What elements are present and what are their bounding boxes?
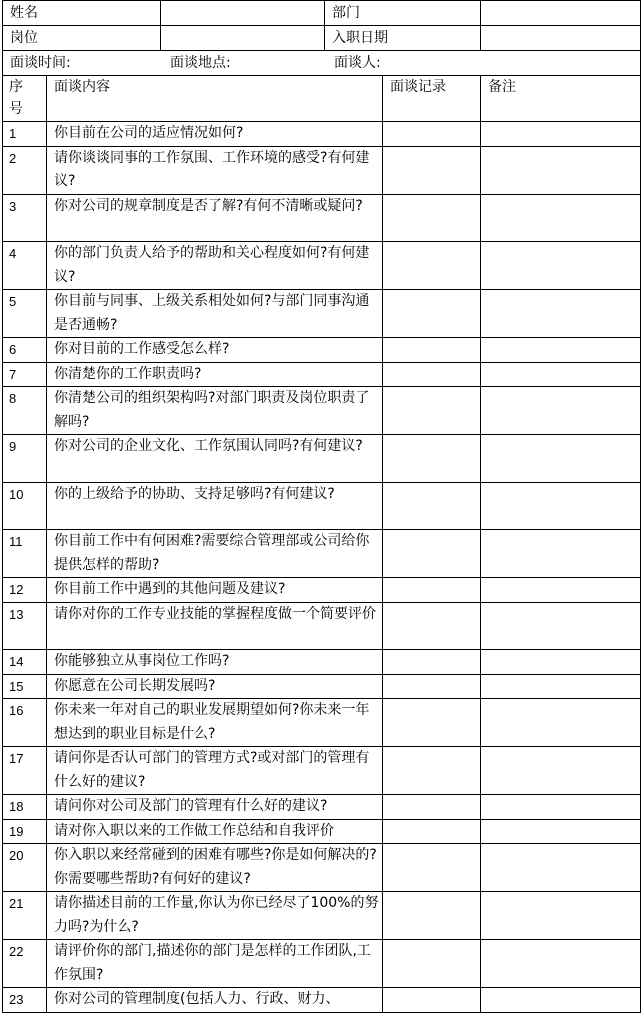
remark-cell[interactable] bbox=[481, 242, 641, 290]
question-text: 请你描述目前的工作量,你认为你已经尽了100%的努力吗?为什么? bbox=[47, 892, 383, 940]
remark-cell[interactable] bbox=[481, 602, 641, 650]
question-text: 你目前在公司的适应情况如何? bbox=[47, 122, 383, 147]
table-row bbox=[3, 290, 641, 338]
table-row bbox=[3, 362, 641, 387]
record-cell[interactable] bbox=[383, 122, 481, 147]
table-row bbox=[3, 795, 641, 820]
remark-cell[interactable] bbox=[481, 435, 641, 483]
row-number: 6 bbox=[3, 338, 47, 363]
record-cell[interactable] bbox=[383, 988, 481, 1013]
record-cell[interactable] bbox=[383, 194, 481, 242]
record-cell[interactable] bbox=[383, 602, 481, 650]
table-row bbox=[3, 387, 641, 435]
row-number: 5 bbox=[3, 290, 47, 338]
question-text: 你对公司的管理制度(包括人力、行政、财力、 bbox=[47, 988, 383, 1013]
remark-cell[interactable] bbox=[481, 795, 641, 820]
question-text: 你入职以来经常碰到的困难有哪些?你是如何解决的?你需要哪些帮助?有何好的建议? bbox=[47, 844, 383, 892]
row-number: 10 bbox=[3, 482, 47, 530]
record-cell[interactable] bbox=[383, 674, 481, 699]
interview-time-label: 面谈时间: bbox=[10, 55, 71, 71]
row-number: 4 bbox=[3, 242, 47, 290]
question-text: 请对你入职以来的工作做工作总结和自我评价 bbox=[47, 819, 383, 844]
remark-cell[interactable] bbox=[481, 290, 641, 338]
row-number: 23 bbox=[3, 988, 47, 1013]
remark-cell[interactable] bbox=[481, 844, 641, 892]
remark-cell[interactable] bbox=[481, 650, 641, 675]
remark-column-header: 备注 bbox=[481, 76, 641, 122]
remark-cell[interactable] bbox=[481, 674, 641, 699]
record-cell[interactable] bbox=[383, 747, 481, 795]
record-cell[interactable] bbox=[383, 699, 481, 747]
position-label: 岗位 bbox=[3, 26, 161, 51]
record-cell[interactable] bbox=[383, 940, 481, 988]
row-number: 11 bbox=[3, 530, 47, 578]
interview-meta-row bbox=[3, 51, 641, 76]
question-text: 你能够独立从事岗位工作吗? bbox=[47, 650, 383, 675]
table-row bbox=[3, 530, 641, 578]
row-number: 20 bbox=[3, 844, 47, 892]
question-text: 你的部门负责人给予的帮助和关心程度如何?有何建议? bbox=[47, 242, 383, 290]
remark-cell[interactable] bbox=[481, 747, 641, 795]
record-cell[interactable] bbox=[383, 387, 481, 435]
remark-cell[interactable] bbox=[481, 122, 641, 147]
question-text: 请问你对公司及部门的管理有什么好的建议? bbox=[47, 795, 383, 820]
table-row bbox=[3, 819, 641, 844]
remark-cell[interactable] bbox=[481, 988, 641, 1013]
row-number: 13 bbox=[3, 602, 47, 650]
table-row bbox=[3, 650, 641, 675]
record-cell[interactable] bbox=[383, 795, 481, 820]
table-row bbox=[3, 578, 641, 603]
interview-form-table bbox=[2, 0, 641, 1013]
row-number: 9 bbox=[3, 435, 47, 483]
table-row bbox=[3, 699, 641, 747]
table-row bbox=[3, 242, 641, 290]
table-row bbox=[3, 747, 641, 795]
row-number: 15 bbox=[3, 674, 47, 699]
row-number: 2 bbox=[3, 146, 47, 194]
remark-cell[interactable] bbox=[481, 338, 641, 363]
row-number: 16 bbox=[3, 699, 47, 747]
table-row bbox=[3, 892, 641, 940]
question-text: 请你对你的工作专业技能的掌握程度做一个简要评价 bbox=[47, 602, 383, 650]
question-text: 你目前与同事、上级关系相处如何?与部门同事沟通是否通畅? bbox=[47, 290, 383, 338]
row-number: 1 bbox=[3, 122, 47, 147]
remark-cell[interactable] bbox=[481, 194, 641, 242]
record-cell[interactable] bbox=[383, 578, 481, 603]
row-number: 8 bbox=[3, 387, 47, 435]
row-number: 17 bbox=[3, 747, 47, 795]
question-text: 你的上级给予的协助、支持足够吗?有何建议? bbox=[47, 482, 383, 530]
dept-field[interactable] bbox=[481, 1, 641, 26]
question-text: 你清楚你的工作职责吗? bbox=[47, 362, 383, 387]
name-label: 姓名 bbox=[3, 1, 161, 26]
remark-cell[interactable] bbox=[481, 530, 641, 578]
record-cell[interactable] bbox=[383, 338, 481, 363]
table-row bbox=[3, 338, 641, 363]
dept-label: 部门 bbox=[325, 1, 481, 26]
question-text: 请你谈谈同事的工作氛围、工作环境的感受?有何建议? bbox=[47, 146, 383, 194]
record-cell[interactable] bbox=[383, 362, 481, 387]
join-date-label: 入职日期 bbox=[325, 26, 481, 51]
table-row bbox=[3, 844, 641, 892]
table-row bbox=[3, 940, 641, 988]
table-row bbox=[3, 435, 641, 483]
table-row bbox=[3, 194, 641, 242]
question-text: 你愿意在公司长期发展吗? bbox=[47, 674, 383, 699]
table-row bbox=[3, 988, 641, 1013]
question-text: 你清楚公司的组织架构吗?对部门职责及岗位职责了解吗? bbox=[47, 387, 383, 435]
remark-cell[interactable] bbox=[481, 362, 641, 387]
content-column-header: 面谈内容 bbox=[47, 76, 383, 122]
table-row bbox=[3, 122, 641, 147]
record-column-header: 面谈记录 bbox=[383, 76, 481, 122]
remark-cell[interactable] bbox=[481, 482, 641, 530]
question-text: 你对目前的工作感受怎么样? bbox=[47, 338, 383, 363]
record-cell[interactable] bbox=[383, 146, 481, 194]
remark-cell[interactable] bbox=[481, 940, 641, 988]
remark-cell[interactable] bbox=[481, 146, 641, 194]
row-number: 7 bbox=[3, 362, 47, 387]
row-number: 21 bbox=[3, 892, 47, 940]
row-number: 18 bbox=[3, 795, 47, 820]
record-cell[interactable] bbox=[383, 482, 481, 530]
record-cell[interactable] bbox=[383, 844, 481, 892]
record-cell[interactable] bbox=[383, 819, 481, 844]
remark-cell[interactable] bbox=[481, 699, 641, 747]
question-text: 你未来一年对自己的职业发展期望如何?你未来一年想达到的职业目标是什么? bbox=[47, 699, 383, 747]
question-text: 你对公司的企业文化、工作氛围认同吗?有何建议? bbox=[47, 435, 383, 483]
record-cell[interactable] bbox=[383, 530, 481, 578]
table-row bbox=[3, 482, 641, 530]
record-cell[interactable] bbox=[383, 242, 481, 290]
remark-cell[interactable] bbox=[481, 819, 641, 844]
row-number: 19 bbox=[3, 819, 47, 844]
table-row bbox=[3, 674, 641, 699]
join-date-field[interactable] bbox=[481, 26, 641, 51]
seq-column-header: 序号 bbox=[3, 76, 47, 122]
record-cell[interactable] bbox=[383, 892, 481, 940]
remark-cell[interactable] bbox=[481, 892, 641, 940]
question-text: 你目前工作中有何困难?需要综合管理部或公司给你提供怎样的帮助? bbox=[47, 530, 383, 578]
interviewer-label: 面谈人: bbox=[334, 55, 381, 71]
interview-place-label: 面谈地点: bbox=[170, 55, 231, 71]
row-number: 3 bbox=[3, 194, 47, 242]
row-number: 12 bbox=[3, 578, 47, 603]
table-row bbox=[3, 146, 641, 194]
question-text: 你对公司的规章制度是否了解?有何不清晰或疑问? bbox=[47, 194, 383, 242]
question-text: 你目前工作中遇到的其他问题及建议? bbox=[47, 578, 383, 603]
row-number: 14 bbox=[3, 650, 47, 675]
position-field[interactable] bbox=[161, 26, 325, 51]
name-field[interactable] bbox=[161, 1, 325, 26]
record-cell[interactable] bbox=[383, 290, 481, 338]
question-rows bbox=[3, 122, 641, 1013]
question-text: 请问你是否认可部门的管理方式?或对部门的管理有什么好的建议? bbox=[47, 747, 383, 795]
record-cell[interactable] bbox=[383, 650, 481, 675]
record-cell[interactable] bbox=[383, 435, 481, 483]
row-number: 22 bbox=[3, 940, 47, 988]
remark-cell[interactable] bbox=[481, 387, 641, 435]
question-text: 请评价你的部门,描述你的部门是怎样的工作团队,工作氛围? bbox=[47, 940, 383, 988]
remark-cell[interactable] bbox=[481, 578, 641, 603]
table-row bbox=[3, 602, 641, 650]
